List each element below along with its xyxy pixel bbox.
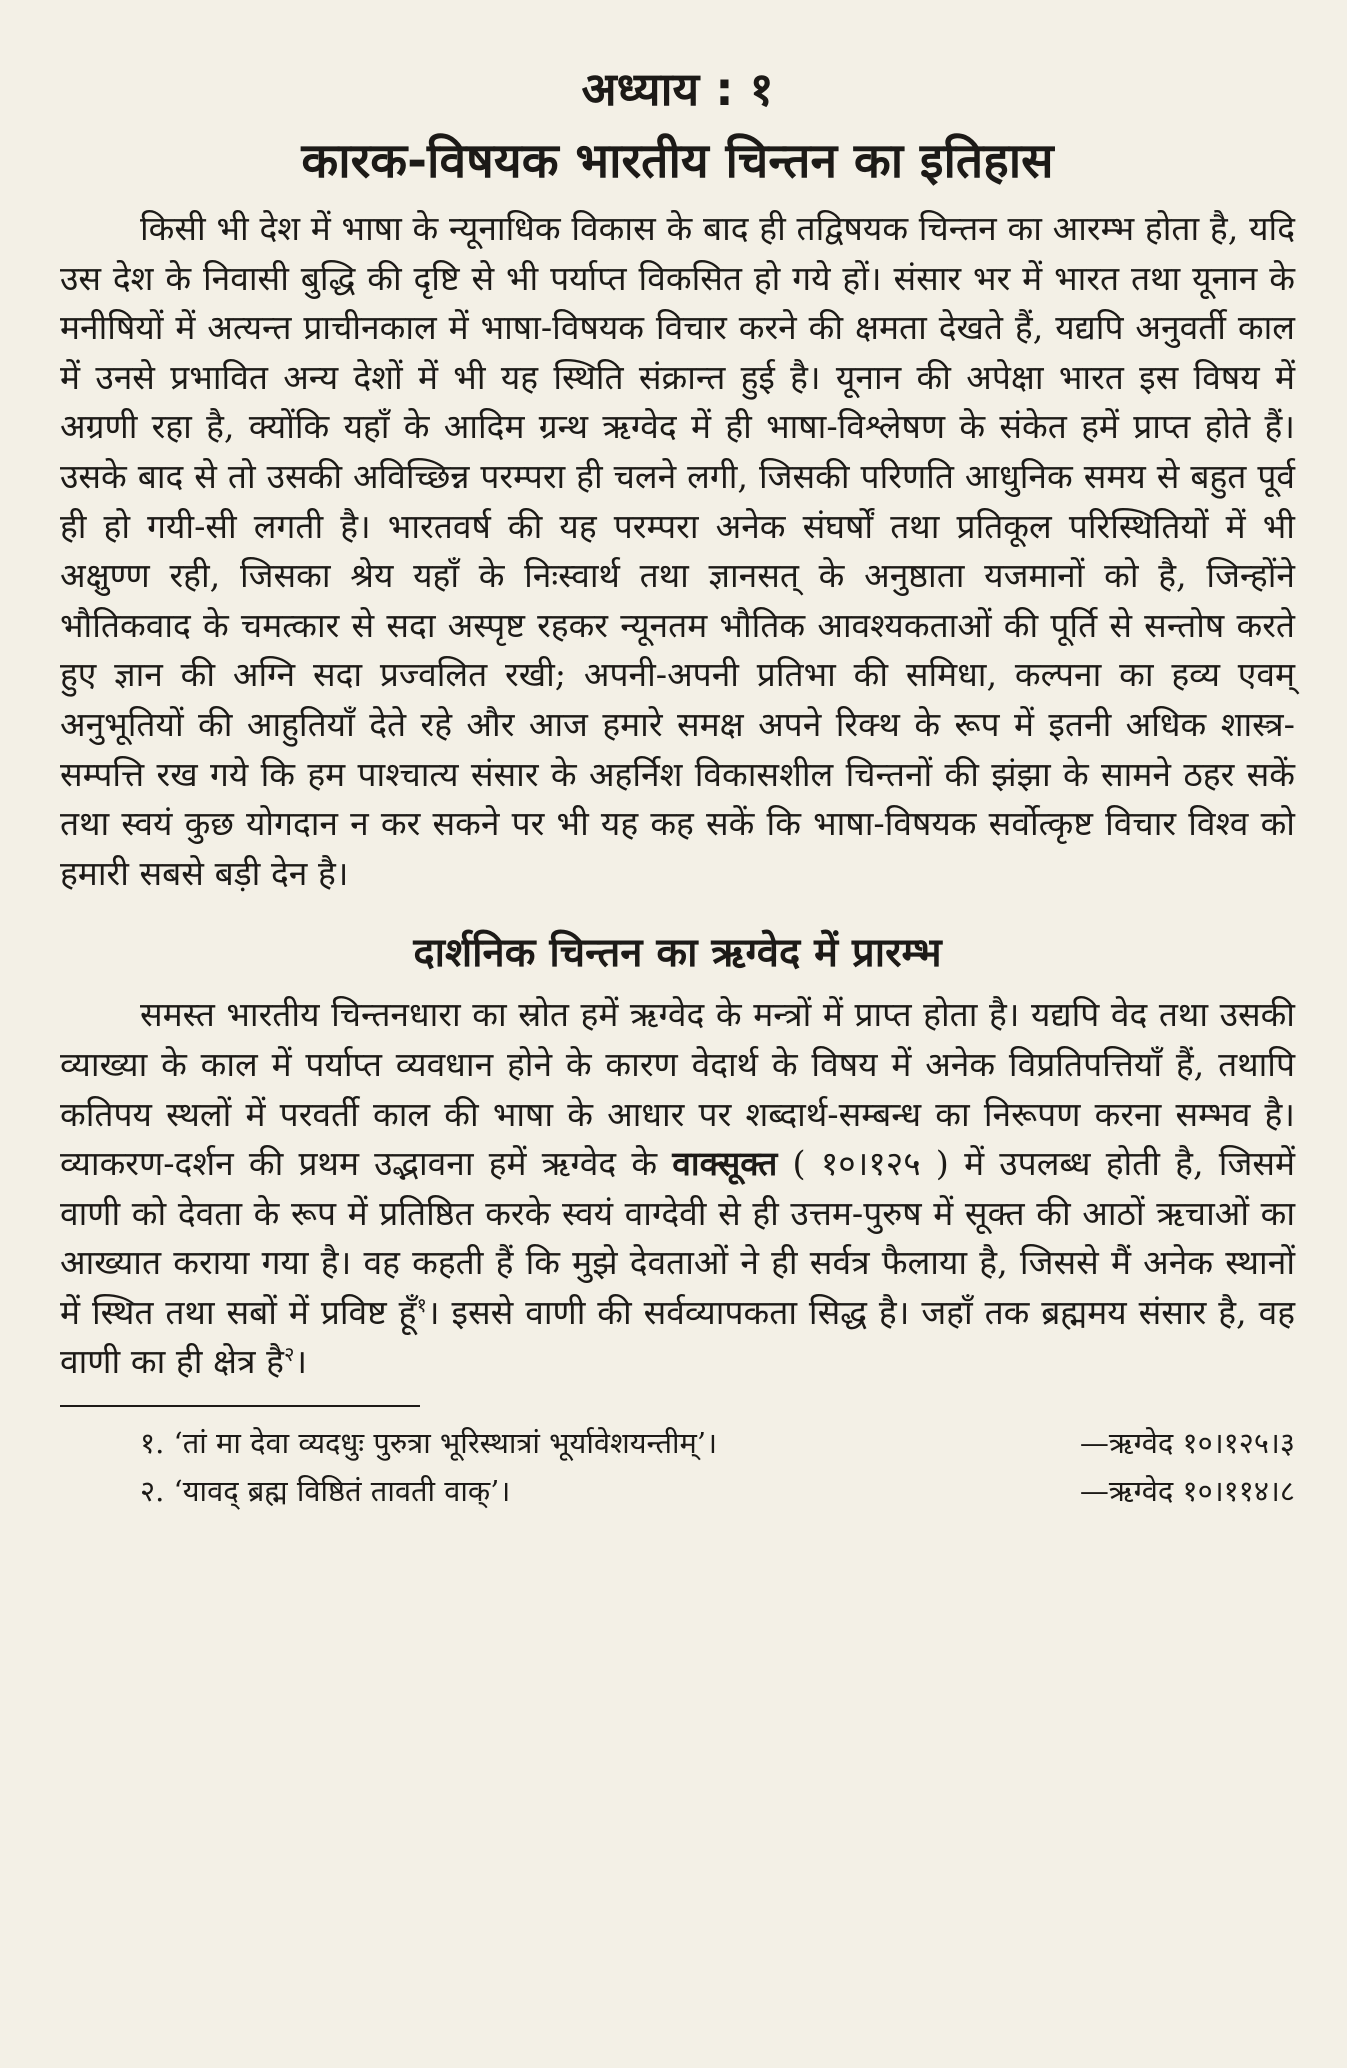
chapter-label: अध्याय : १: [581, 62, 774, 116]
footnote-source: —ऋग्वेद १०।१२५।३: [1079, 1426, 1295, 1461]
bold-term: वाक्सूक्त: [672, 1144, 778, 1184]
footnotes-list: [60, 1419, 1295, 1515]
section-text-end: ।: [294, 1342, 308, 1382]
section-text-part-1: समस्त भारतीय चिन्तनधारा का स्रोत हमें ऋग्वेद के मन्त्रों में प्राप्त होता है। यद्यपि वेद तथा उसकी व्याख्या के काल में पर्याप्त व्यवधान होने के कारण वेदार्थ के विषय में अनेक विप्रतिपत्तियाँ हैं, तथापि कतिपय स्थलों में परवर्ती काल की भाषा के आधार पर शब्दार्थ-सम्बन्ध का निरूपण करना सम्भव है। व्याकरण-दर्शन की प्रथम उद्भावना हमें ऋग्वेद के: [60, 995, 1295, 1184]
footnote-ref-1[interactable]: १: [416, 1292, 427, 1317]
section-text-part-2: ( १०।१२५ ) में उपलब्ध होती है, जिसमें वाणी को देवता के रूप में प्रतिष्ठित करके स्वयं वाग्देवी से ही उत्तम-पुरुष में सूक्त की आठों ऋचाओं का आख्यात कराया गया है। वह कहती हैं कि मुझे देवताओं ने ही सर्वत्र फैलाया है, जिससे मैं अनेक स्थानों में स्थित तथा सबों में प्रविष्ट हूँ: [60, 1144, 1295, 1332]
footnote-item: [60, 1467, 1295, 1515]
footnote-source: —ऋग्वेद १०।११४।८: [1079, 1474, 1295, 1509]
footnote-text: २. ‘यावद् ब्रह्म विष्ठितं तावती वाक्’।: [140, 1474, 511, 1509]
footnote-text: १. ‘तां मा देवा व्यदधुः पुरुत्रा भूरिस्थात्रां भूर्यावेशयन्तीम्’।: [140, 1426, 718, 1461]
section-text-part-3: । इससे वाणी की सर्वव्यापकता सिद्ध है। जहाँ तक ब्रह्ममय संसार है, वह वाणी का ही क्षेत्र है: [60, 1292, 1296, 1382]
section-paragraph: [60, 990, 1295, 1387]
chapter-title: कारक-विषयक भारतीय चिन्तन का इतिहास: [301, 133, 1054, 189]
footnote-item: [60, 1419, 1295, 1467]
footnote-ref-2[interactable]: २: [283, 1342, 295, 1367]
section-heading: दार्शनिक चिन्तन का ऋग्वेद में प्रारम्भ: [413, 930, 942, 977]
footnote-divider: [60, 1405, 420, 1407]
intro-paragraph: किसी भी देश में भाषा के न्यूनाधिक विकास के बाद ही तद्विषयक चिन्तन का आरम्भ होता है, यदि उस देश के निवासी बुद्धि की दृष्टि से भी पर्याप्त विकसित हो गये हों। संसार भर में भारत तथा यूनान के मनीषियों में अत्यन्त प्राचीनकाल में भाषा-विषयक विचार करने की क्षमता देखते हैं, यद्यपि अनुवर्ती काल में उनसे प्रभावित अन्य देशों में भी यह स्थिति संक्रान्त हुई है। यूनान की अपेक्षा भारत इस विषय में अग्रणी रहा है, क्योंकि यहाँ के आदिम ग्रन्थ ऋग्वेद में ही भाषा-विश्लेषण के संकेत हमें प्राप्त होते हैं। उसके बाद से तो उसकी अविच्छिन्न परम्परा ही चलने लगी, जिसकी परिणति आधुनिक समय से बहुत पूर्व ही हो गयी-सी लगती है। भारतवर्ष की यह परम्परा अनेक संघर्षों तथा प्रतिकूल परिस्थितियों में भी अक्षुण्ण रही, जिसका श्रेय यहाँ के निःस्वार्थ तथा ज्ञानसत् के अनुष्ठाता यजमानों को है, जिन्होंने भौतिकवाद के चमत्कार से सदा अस्पृष्ट रहकर न्यूनतम भौतिक आवश्यकताओं की पूर्ति से सन्तोष करते हुए ज्ञान की अग्नि सदा प्रज्वलित रखी; अपनी-अपनी प्रतिभा की समिधा, कल्पना का हव्य एवम् अनुभूतियों की आहुतियाँ देते रहे और आज हमारे समक्ष अपने रिक्थ के रूप में इतनी अधिक शास्त्र-सम्पत्ति रख गये कि हम पाश्चात्य संसार के अहर्निश विकासशील चिन्तनों की झंझा के सामने ठहर सकें तथा स्वयं कुछ योगदान न कर सकने पर भी यह कह सकें कि भाषा-विषयक सर्वोत्कृष्ट विचार विश्व को हमारी सबसे बड़ी देन है।: [60, 209, 1295, 893]
